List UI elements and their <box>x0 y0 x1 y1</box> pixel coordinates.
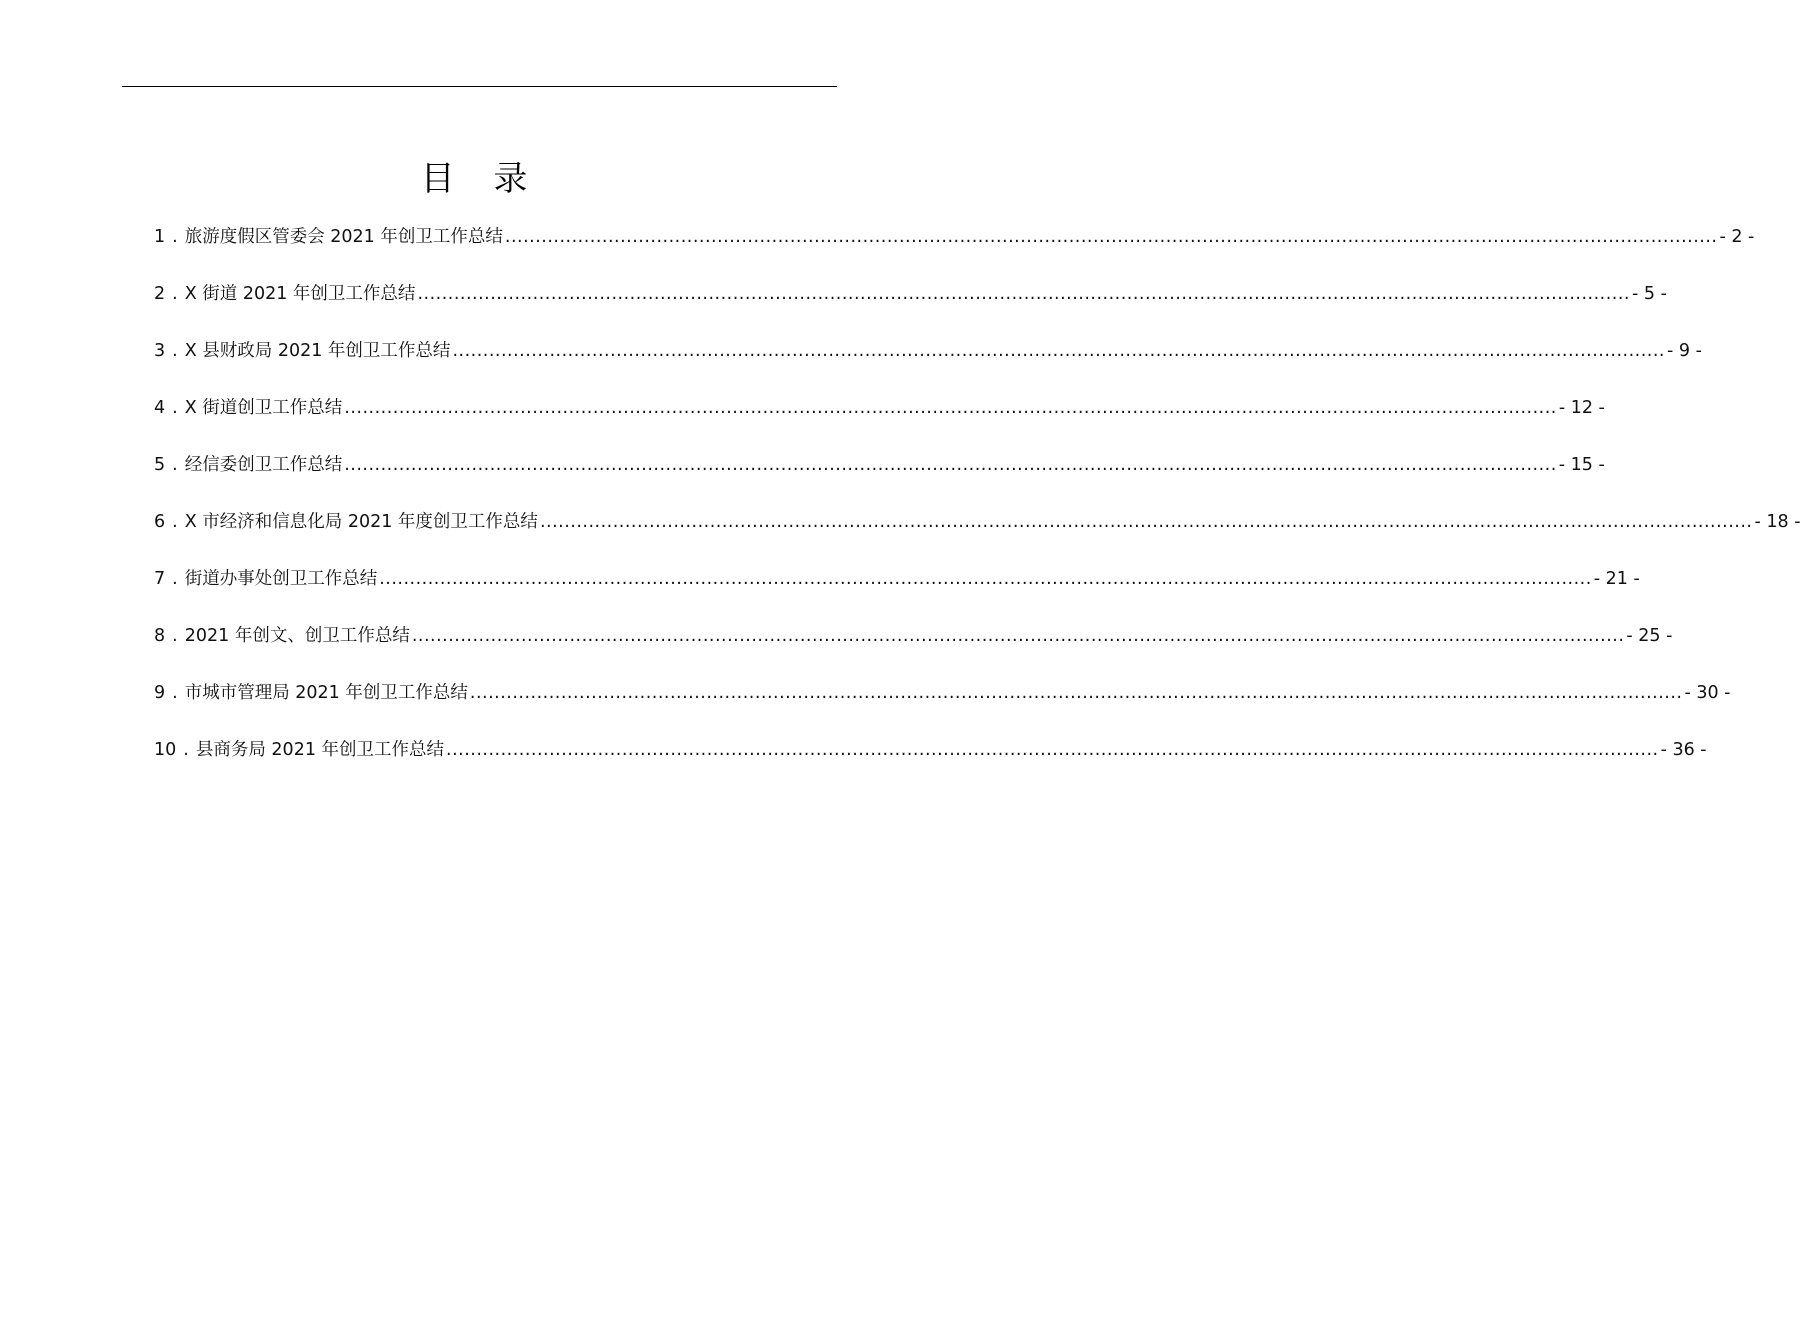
toc-entry-page: - 12 - <box>1558 398 1605 418</box>
toc-dot-leader: ........................................................................................................................................................................................................ <box>446 740 1659 760</box>
toc-entry-number: 1 <box>154 227 166 247</box>
toc-entry-page: - 36 - <box>1660 740 1707 760</box>
toc-dot-leader: ........................................................................................................................................................................................................ <box>452 341 1665 361</box>
toc-entry[interactable] <box>154 338 1702 395</box>
toc-entry-text: 2021 年创文、创卫工作总结 <box>184 626 410 646</box>
toc-entry-separator: . <box>183 740 189 760</box>
toc-dot-leader: ........................................................................................................................................................................................................ <box>344 398 1557 418</box>
toc-title: 目 录 <box>420 158 542 199</box>
toc-entry[interactable] <box>154 452 1605 509</box>
toc-entry-separator: . <box>172 683 178 703</box>
toc-entry-page: - 2 - <box>1719 227 1755 247</box>
toc-entry-page: - 18 - <box>1754 512 1801 532</box>
toc-entry-text: X 街道 2021 年创卫工作总结 <box>184 284 416 304</box>
toc-entry-page: - 21 - <box>1593 569 1640 589</box>
toc-entry-number: 4 <box>154 398 166 418</box>
toc-entry-page: - 25 - <box>1626 626 1673 646</box>
toc-dot-leader: ........................................................................................................................................................................................................ <box>344 455 1557 475</box>
toc-entry[interactable] <box>154 281 1667 338</box>
toc-entry-number: 7 <box>154 569 166 589</box>
toc-dot-leader: ........................................................................................................................................................................................................ <box>504 227 1718 247</box>
toc-entry-page: - 9 - <box>1667 341 1702 361</box>
toc-entry-separator: . <box>172 398 178 418</box>
toc-entry-separator: . <box>172 227 178 247</box>
toc-entry-separator: . <box>172 455 178 475</box>
toc-entry-text: X 市经济和信息化局 2021 年度创卫工作总结 <box>184 512 538 532</box>
toc-entry[interactable] <box>154 566 1640 623</box>
toc-list <box>154 224 1801 794</box>
toc-entry-number: 10 <box>154 740 177 760</box>
toc-dot-leader: ........................................................................................................................................................................................................ <box>539 512 1753 532</box>
toc-entry-page: - 15 - <box>1558 455 1605 475</box>
toc-entry-page: - 5 - <box>1632 284 1667 304</box>
toc-entry-number: 9 <box>154 683 166 703</box>
toc-dot-leader: ........................................................................................................................................................................................................ <box>411 626 1625 646</box>
toc-dot-leader: ........................................................................................................................................................................................................ <box>469 683 1683 703</box>
toc-entry[interactable] <box>154 395 1605 452</box>
toc-entry-text: 街道办事处创卫工作总结 <box>184 569 378 589</box>
toc-entry[interactable] <box>154 623 1673 680</box>
toc-entry-number: 2 <box>154 284 166 304</box>
toc-entry[interactable] <box>154 224 1755 281</box>
toc-entry-number: 3 <box>154 341 166 361</box>
toc-entry[interactable] <box>154 680 1731 737</box>
toc-entry[interactable] <box>154 509 1801 566</box>
toc-entry-number: 5 <box>154 455 166 475</box>
toc-entry-text: 经信委创卫工作总结 <box>184 455 343 475</box>
toc-entry-text: 旅游度假区管委会 2021 年创卫工作总结 <box>184 227 503 247</box>
toc-entry-number: 6 <box>154 512 166 532</box>
toc-entry-number: 8 <box>154 626 166 646</box>
toc-entry-text: 市城市管理局 2021 年创卫工作总结 <box>184 683 468 703</box>
toc-dot-leader: ........................................................................................................................................................................................................ <box>417 284 1630 304</box>
toc-dot-leader: ........................................................................................................................................................................................................ <box>379 569 1592 589</box>
toc-entry-separator: . <box>172 569 178 589</box>
toc-entry-separator: . <box>172 341 178 361</box>
toc-entry[interactable] <box>154 737 1707 794</box>
toc-entry-text: X 县财政局 2021 年创卫工作总结 <box>184 341 451 361</box>
toc-entry-separator: . <box>172 626 178 646</box>
toc-entry-separator: . <box>172 512 178 532</box>
header-rule <box>122 86 837 87</box>
toc-entry-separator: . <box>172 284 178 304</box>
toc-entry-page: - 30 - <box>1684 683 1731 703</box>
toc-entry-text: 县商务局 2021 年创卫工作总结 <box>195 740 445 760</box>
toc-entry-text: X 街道创卫工作总结 <box>184 398 343 418</box>
